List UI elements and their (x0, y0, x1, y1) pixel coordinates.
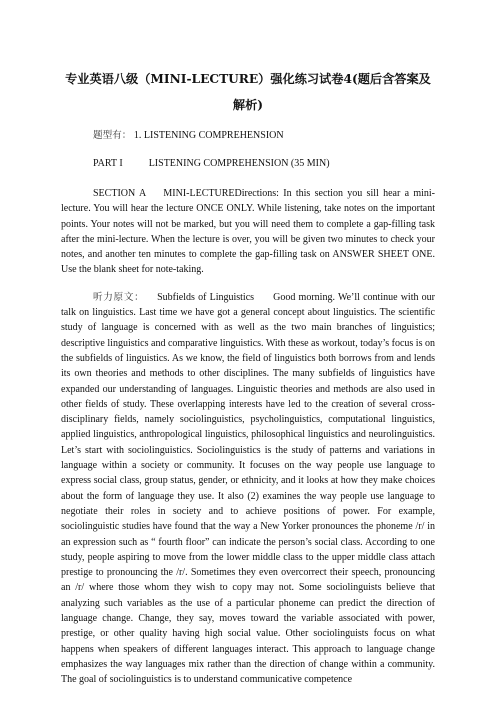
part-value: LISTENING COMPREHENSION (35 MIN) (148, 158, 330, 169)
question-type-label: 题型有： (93, 130, 132, 141)
directions-paragraph (61, 186, 435, 278)
transcript-body: Good morning. We’ll continue with our talk on linguistics. Last time we have got a general concept about linguistics. The scientific study of language is concerned with as well as the two main branches of linguistics; descriptive linguistics and comparative linguistics. With these as workout, today’s focus is on the subfields of linguistics. As we know, the field of linguistics both borrows from and lends its own theories and methods to other disciplines. The many subfields of linguistics have expanded our understanding of languages. Linguistic theories and methods are also used in other fields of study. These overlapping interests have led to the creation of several cross-disciplinary fields, namely sociolinguistics, psycholinguistics, computational linguistics, applied linguistics, anthropological linguistics, philosophical linguistics and neurolinguistics. Let’s start with sociolinguistics. Sociolinguistics is the study of patterns and variations in language within a society or community. It focuses on the way people use language to express social class, group status, gender, or ethnicity, and it looks at how they make choices about the form of language they use. It also (2) examines the way people use language to negotiate their roles in society and to achieve positions of power. For example, sociolinguistic studies have found that the way a New Yorker pronounces the phoneme /r/ in an expression such as “ fourth floor” can indicate the person’s social class. According to one study, people aspiring to move from the lower middle class to the upper middle class attach prestige to pronouncing the /r/. Sometimes they even overcorrect their speech, pronouncing an /r/ where those whom they wish to copy may not. Some sociolinguists believe that analyzing such variables as the use of a particular phoneme can predict the direction of language change. Change, they say, moves toward the variable associated with power, prestige, or other quality having high social value. Other sociolinguists focus on what happens when speakers of different languages interact. This approach to language change emphasizes the way languages mix rather than the direction of change within a community. The goal of sociolinguistics is to understand communicative competence (61, 291, 436, 686)
part-heading (61, 156, 435, 172)
transcript-heading: Subfields of Linguistics (157, 291, 255, 303)
question-type-value: 1. LISTENING COMPREHENSION (133, 130, 284, 141)
transcript-label: 听力原文： (93, 291, 145, 303)
transcript-paragraph (61, 290, 435, 688)
part-label: PART I (93, 158, 123, 169)
question-type-line (61, 128, 435, 144)
section-name: MINI-LECTURE (163, 188, 235, 199)
directions-text: Directions: In this section you sill hear a mini-lecture. You will hear the lecture ONCE ONLY. While listening, take notes on the important points. Your notes will not be marked, but you will need them to complete a gap-filling task after the mini-lecture. When the lecture is over, you will be given two minutes to check your notes, and another ten minutes to complete the gap-filling task on ANSWER SHEET ONE. Use the blank sheet for note-taking. (61, 188, 435, 276)
document-title: 专业英语八级（MINI-LECTURE）强化练习试卷4(题后含答案及解析) (65, 72, 431, 112)
section-label: SECTION A (93, 188, 147, 199)
